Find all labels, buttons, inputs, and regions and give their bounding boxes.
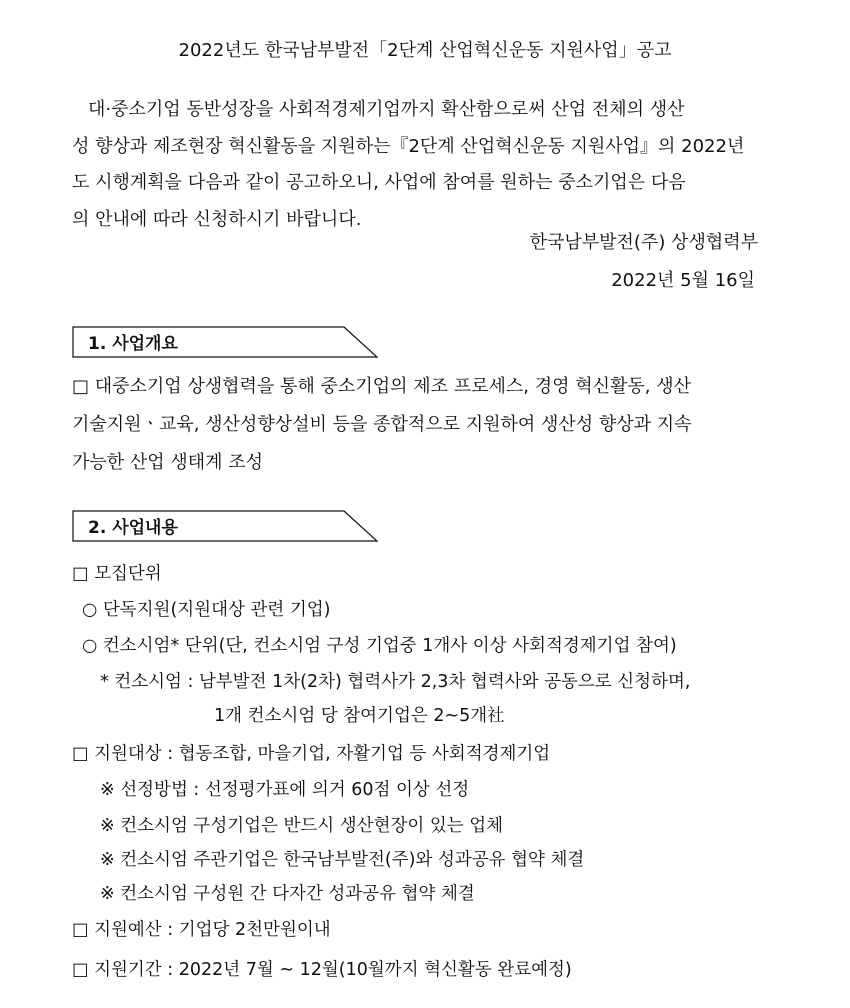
intro-paragraph: [72, 92, 812, 238]
target-note-4: ※ 컨소시엄 구성원 간 다자간 성과공유 협약 체결: [100, 884, 475, 904]
page-title: 2022년도 한국남부발전「2단계 산업혁신운동 지원사업」공고: [178, 40, 672, 61]
support-target-item: □ 지원대상 : 협동조합, 마을기업, 자활기업 등 사회적경제기업: [72, 744, 551, 764]
unit-consortium-item: ○ 컨소시엄* 단위(단, 컨소시엄 구성 기업중 1개사 이상 사회적경제기업 참여): [82, 636, 677, 656]
overview-line-2: 기술지원ㆍ교육, 생산성향상설비 등을 종합적으로 지원하여 생산성 향상과 지속: [72, 414, 692, 435]
section-heading-contents: [72, 510, 382, 542]
section-heading-label: 1. 사업개요: [88, 334, 178, 354]
section-heading-label: 2. 사업내용: [88, 518, 178, 538]
consortium-note-line-2: 1개 컨소시엄 당 참여기업은 2~5개社: [214, 706, 505, 726]
support-budget-item: □ 지원예산 : 기업당 2천만원이내: [72, 920, 331, 940]
section-heading-overview: [72, 326, 382, 358]
intro-line-4: 의 안내에 따라 신청하시기 바랍니다.: [72, 208, 362, 230]
consortium-note-line-1: * 컨소시엄 : 남부발전 1차(2차) 협력사가 2,3차 협력사와 공동으로 신청하며,: [100, 672, 691, 692]
organization-name: 한국남부발전(주) 상생협력부: [529, 232, 758, 253]
target-note-1: ※ 선정방법 : 선정평가표에 의거 60점 이상 선정: [100, 780, 470, 800]
intro-line-3: 도 시행계획을 다음과 같이 공고하오니, 사업에 참여를 원하는 중소기업은 다음: [72, 172, 686, 193]
target-note-2: ※ 컨소시엄 구성기업은 반드시 생산현장이 있는 업체: [100, 816, 504, 836]
support-period-item: □ 지원기간 : 2022년 7월 ~ 12월(10월까지 혁신활동 완료예정): [72, 960, 572, 980]
recruit-unit-item: □ 모집단위: [72, 564, 162, 584]
target-note-3: ※ 컨소시엄 주관기업은 한국남부발전(주)와 성과공유 협약 체결: [100, 850, 585, 870]
intro-line-2: 성 향상과 제조현장 혁신활동을 지원하는『2단계 산업혁신운동 지원사업』의 2022년: [72, 135, 745, 157]
intro-line-1: 대·중소기업 동반성장을 사회적경제기업까지 확산함으로써 산업 전체의 생산: [88, 99, 685, 120]
overview-line-1: □ 대중소기업 상생협력을 통해 중소기업의 제조 프로세스, 경영 혁신활동, 생산: [72, 376, 691, 397]
overview-paragraph: [72, 368, 812, 482]
announcement-date: 2022년 5월 16일: [611, 270, 755, 291]
overview-line-3: 가능한 산업 생태계 조성: [72, 452, 264, 473]
unit-single-item: ○ 단독지원(지원대상 관련 기업): [82, 600, 331, 620]
